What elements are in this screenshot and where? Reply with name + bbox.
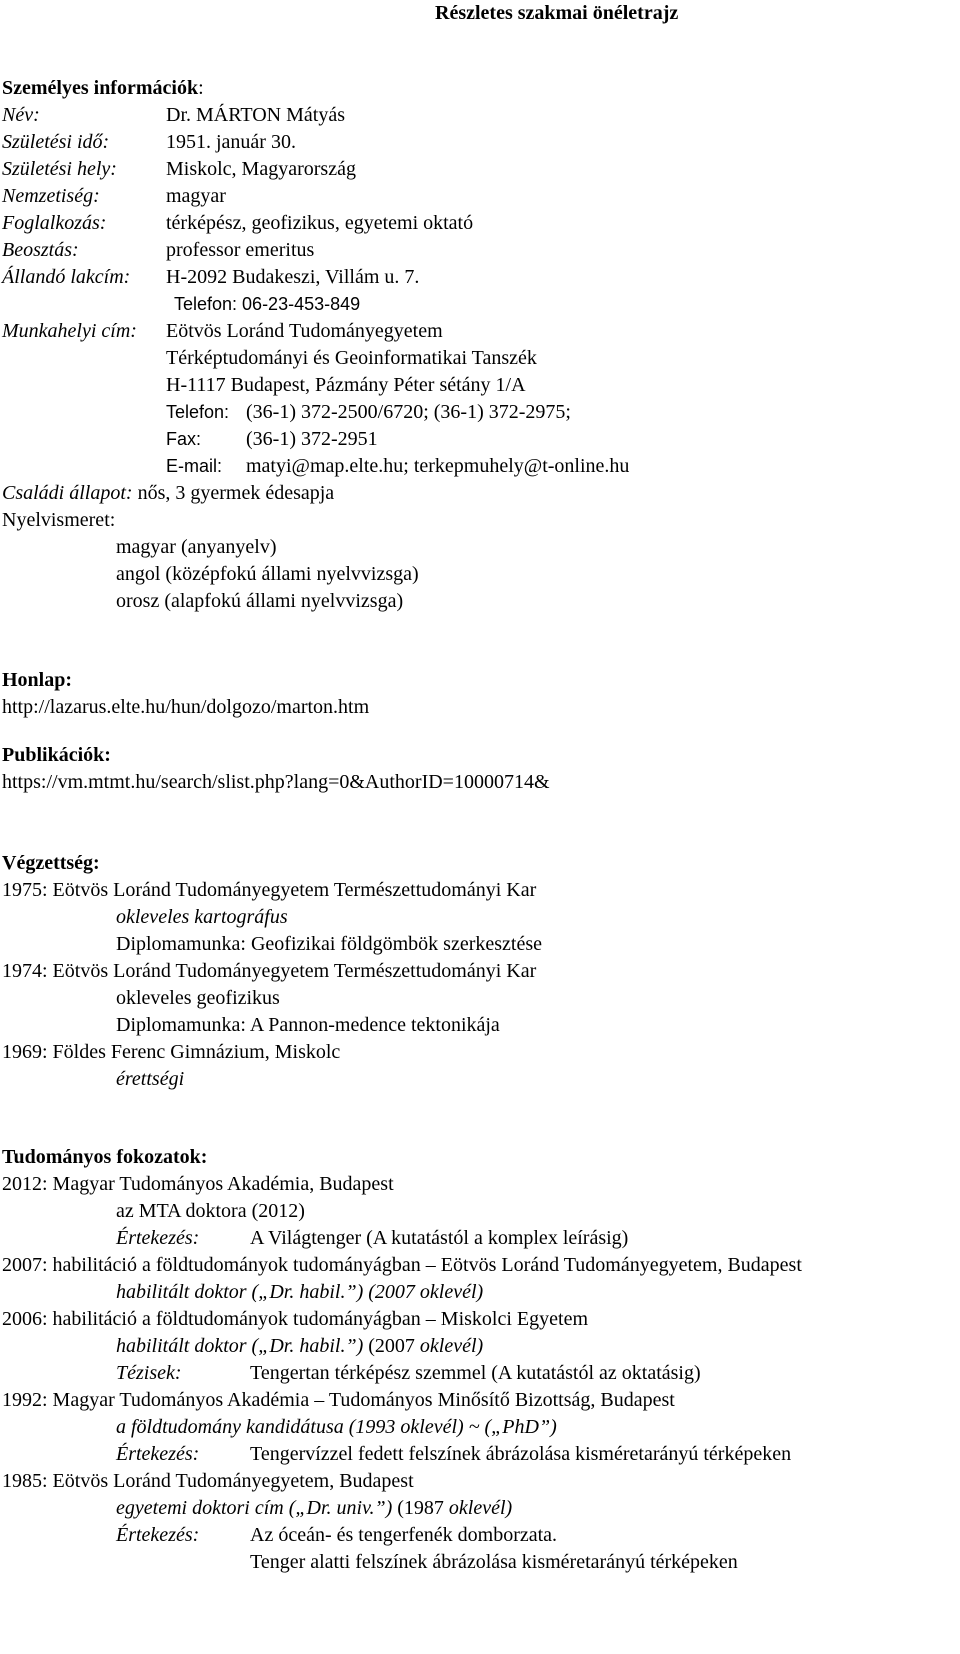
degree-1985-title bbox=[116, 1495, 512, 1521]
work-phone: (36-1) 372-2500/6720; (36-1) 372-2975; bbox=[246, 401, 571, 423]
label-work-address: Munkahelyi cím: bbox=[2, 320, 137, 342]
degree-1985-title-b: (1987 bbox=[397, 1497, 444, 1519]
label-occupation: Foglalkozás: bbox=[2, 212, 107, 234]
degree-2012: 2012: Magyar Tudományos Akadémia, Budapest bbox=[2, 1173, 394, 1195]
education-1975-thesis-label: Diplomamunka: bbox=[116, 933, 246, 955]
label-name: Név: bbox=[2, 104, 40, 126]
value-address: H-2092 Budakeszi, Villám u. 7. bbox=[166, 266, 420, 288]
label-birth-place: Születési hely: bbox=[2, 158, 117, 180]
degree-1992-title: a földtudomány kandidátusa (1993 oklevél) ~ („PhD”) bbox=[116, 1416, 557, 1438]
label-nationality: Nemzetiség: bbox=[2, 185, 100, 207]
work-fax-label: Fax: bbox=[166, 429, 202, 449]
personal-heading-colon: : bbox=[198, 77, 204, 99]
degree-2006-title-c: oklevél) bbox=[419, 1335, 484, 1357]
work-address-line-1: Eötvös Loránd Tudományegyetem bbox=[166, 320, 443, 342]
work-phone-label: Telefon: bbox=[166, 402, 230, 422]
degrees-heading: Tudományos fokozatok: bbox=[2, 1146, 208, 1168]
publications-url[interactable]: https://vm.mtmt.hu/search/slist.php?lang=0&AuthorID=10000714& bbox=[2, 771, 550, 793]
work-fax: (36-1) 372-2951 bbox=[246, 428, 378, 450]
family-row bbox=[2, 480, 334, 506]
document-title: Részletes szakmai önéletrajz bbox=[435, 2, 679, 24]
degree-1985-title-c: oklevél) bbox=[448, 1497, 513, 1519]
degree-1985-work-2: Tenger alatti felszínek ábrázolása kisméretarányú térképeken bbox=[250, 1551, 738, 1573]
education-1975-thesis-title: Geofizikai földgömbök szerkesztése bbox=[250, 933, 542, 955]
degree-1985-title-a: egyetemi doktori cím („Dr. univ.”) bbox=[116, 1497, 393, 1519]
personal-heading-text: Személyes információk bbox=[2, 77, 199, 99]
education-1974-thesis bbox=[116, 1012, 500, 1038]
degree-1985-label: Értekezés: bbox=[116, 1524, 200, 1546]
education-1974-degree: okleveles geofizikus bbox=[116, 987, 280, 1009]
home-phone: Telefon: 06-23-453-849 bbox=[174, 294, 361, 314]
degree-2007-title: habilitált doktor („Dr. habil.”) (2007 oklevél) bbox=[116, 1281, 484, 1303]
work-email-label: E-mail: bbox=[166, 456, 223, 476]
language-2: angol (középfokú állami nyelvvizsga) bbox=[116, 563, 419, 585]
degree-2012-title: az MTA doktora (2012) bbox=[116, 1200, 305, 1222]
work-address-line-3: H-1117 Budapest, Pázmány Péter sétány 1/A bbox=[166, 374, 526, 396]
degree-1985: 1985: Eötvös Loránd Tudományegyetem, Budapest bbox=[2, 1470, 414, 1492]
homepage-heading: Honlap: bbox=[2, 669, 73, 691]
degree-2012-work: A Világtenger (A kutatástól a komplex leírásig) bbox=[250, 1227, 629, 1249]
education-1969-degree: érettségi bbox=[116, 1068, 185, 1090]
value-family: nős, 3 gyermek édesapja bbox=[137, 482, 335, 504]
label-position: Beosztás: bbox=[2, 239, 79, 261]
education-1974-thesis-label: Diplomamunka: bbox=[116, 1014, 246, 1036]
value-occupation: térképész, geofizikus, egyetemi oktató bbox=[166, 212, 474, 234]
label-languages: Nyelvismeret: bbox=[2, 509, 116, 531]
value-birth-place: Miskolc, Magyarország bbox=[166, 158, 356, 180]
label-family: Családi állapot: bbox=[2, 482, 133, 504]
degree-2006-label: Tézisek: bbox=[116, 1362, 182, 1384]
degree-2012-label: Értekezés: bbox=[116, 1227, 200, 1249]
personal-heading bbox=[2, 75, 204, 101]
homepage-url[interactable]: http://lazarus.elte.hu/hun/dolgozo/marton.htm bbox=[2, 696, 370, 718]
work-email[interactable]: matyi@map.elte.hu; terkepmuhely@t-online.hu bbox=[246, 455, 630, 477]
publications-heading: Publikációk: bbox=[2, 744, 111, 766]
degree-2007: 2007: habilitáció a földtudományok tudományágban – Eötvös Loránd Tudományegyetem, Budapest bbox=[2, 1254, 802, 1276]
value-nationality: magyar bbox=[166, 185, 226, 207]
value-birth-date: 1951. január 30. bbox=[166, 131, 296, 153]
language-1: magyar (anyanyelv) bbox=[116, 536, 277, 558]
education-1975-thesis bbox=[116, 931, 542, 957]
degree-2006-work: Tengertan térképész szemmel (A kutatástól az oktatásig) bbox=[250, 1362, 701, 1384]
education-1975-degree: okleveles kartográfus bbox=[116, 906, 288, 928]
degree-2006-title bbox=[116, 1333, 483, 1359]
degree-1992-label: Értekezés: bbox=[116, 1443, 200, 1465]
degree-1992: 1992: Magyar Tudományos Akadémia – Tudományos Minősítő Bizottság, Budapest bbox=[2, 1389, 675, 1411]
label-address: Állandó lakcím: bbox=[2, 266, 131, 288]
value-name: Dr. MÁRTON Mátyás bbox=[166, 104, 345, 126]
work-address-line-2: Térképtudományi és Geoinformatikai Tanszék bbox=[166, 347, 537, 369]
language-3: orosz (alapfokú állami nyelvvizsga) bbox=[116, 590, 404, 612]
degree-2006-title-b: (2007 bbox=[368, 1335, 415, 1357]
education-1974: 1974: Eötvös Loránd Tudományegyetem Természettudományi Kar bbox=[2, 960, 537, 982]
degree-2006: 2006: habilitáció a földtudományok tudományágban – Miskolci Egyetem bbox=[2, 1308, 588, 1330]
value-position: professor emeritus bbox=[166, 239, 315, 261]
education-heading: Végzettség: bbox=[2, 852, 100, 874]
degree-2006-title-a: habilitált doktor („Dr. habil.”) bbox=[116, 1335, 364, 1357]
education-1974-thesis-title: A Pannon-medence tektonikája bbox=[249, 1014, 500, 1036]
education-1969: 1969: Földes Ferenc Gimnázium, Miskolc bbox=[2, 1041, 341, 1063]
degree-1985-work-1: Az óceán- és tengerfenék domborzata. bbox=[250, 1524, 558, 1546]
education-1975: 1975: Eötvös Loránd Tudományegyetem Természettudományi Kar bbox=[2, 879, 537, 901]
label-birth-date: Születési idő: bbox=[2, 131, 110, 153]
degree-1992-work: Tengervízzel fedett felszínek ábrázolása kisméretarányú térképeken bbox=[250, 1443, 792, 1465]
